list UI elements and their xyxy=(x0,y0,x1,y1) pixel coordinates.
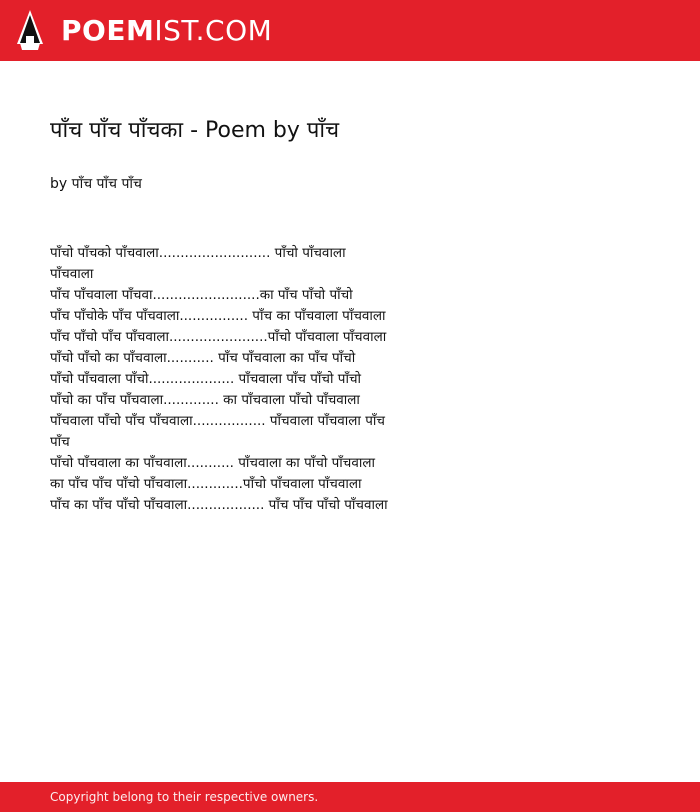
page-title: पाँच पाँच पाँचका - Poem by पाँच xyxy=(50,118,340,143)
site-logo-link[interactable] xyxy=(61,13,273,47)
poem-line: का पाँच पाँच पाँचो पाँचवाला.............पाँचो पाँचवाला पाँचवाला xyxy=(50,476,362,492)
poem-line: पाँच पाँचवाला पाँचवा.........................का पाँच पाँचो पाँचो xyxy=(50,287,353,303)
logo-text-bold: POEM xyxy=(61,13,155,47)
pencil-logo-icon[interactable] xyxy=(17,10,43,52)
byline xyxy=(50,175,142,193)
poem-line: पाँचो का पाँच पाँचवाला............. का पाँचवाला पाँचो पाँचवाला xyxy=(50,392,360,408)
site-header xyxy=(0,0,700,61)
poem-body xyxy=(50,243,390,516)
poem-line: पाँचो पाँचवाला का पाँचवाला........... पाँचवाला का पाँचो पाँचवाला xyxy=(50,455,375,471)
author-link[interactable]: पाँच पाँच पाँच xyxy=(71,176,142,192)
byline-prefix: by xyxy=(50,176,68,192)
poem-line: पाँचो पाँचो का पाँचवाला........... पाँच पाँचवाला का पाँच पाँचो xyxy=(50,350,356,366)
poem-line: पाँच पाँचो पाँच पाँचवाला.......................पाँचो पाँचवाला पाँचवाला xyxy=(50,329,387,345)
poem-line: पाँच का पाँच पाँचो पाँचवाला.................. पाँच पाँच पाँचो पाँचवाला xyxy=(50,497,388,513)
site-footer xyxy=(0,782,700,812)
poem-line: पाँच पाँचोके पाँच पाँचवाला................ पाँच का पाँचवाला पाँचवाला xyxy=(50,308,386,324)
poem-line: पाँचो पाँचको पाँचवाला.......................... पाँचो पाँचवाला पाँचवाला xyxy=(50,245,346,282)
poem-line: पाँचो पाँचवाला पाँचो.................... पाँचवाला पाँच पाँचो पाँचो xyxy=(50,371,362,387)
logo-text-light: IST.COM xyxy=(154,13,273,47)
copyright-text: Copyright belong to their respective owners. xyxy=(50,790,319,804)
poem-line: पाँचवाला पाँचो पाँच पाँचवाला................. पाँचवाला पाँचवाला पाँच पाँच xyxy=(50,413,385,450)
